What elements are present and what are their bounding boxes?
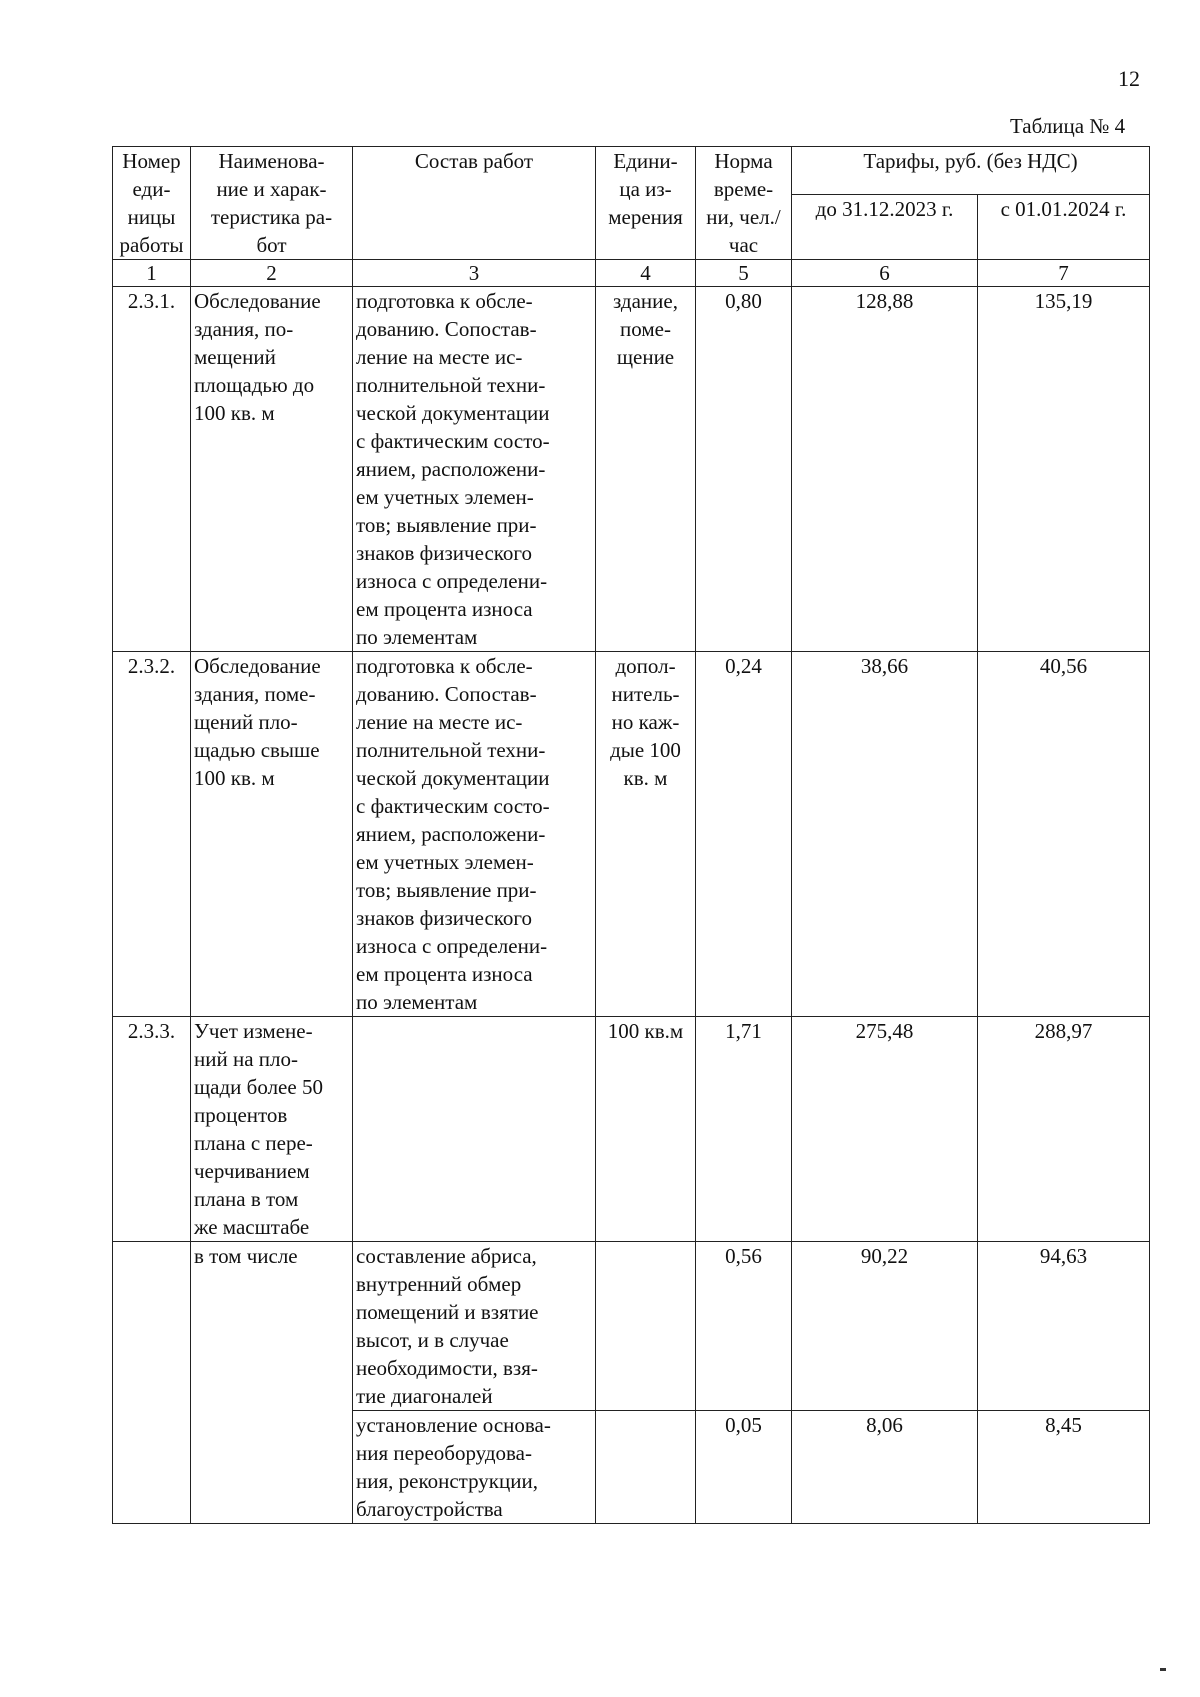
column-number: 3: [353, 260, 596, 287]
row-measure-unit: здание, поме- щение: [596, 287, 696, 652]
tariff-table: [112, 146, 1150, 1524]
row-work-composition: подготовка к обсле- дованию. Сопостав- ление на месте ис- полнительной техни- ческой документации с фактическим состо- янием, расположени- ем учетных элемен- тов; выявление при- знаков физического износа с определени- ем процента износа по элементам: [353, 652, 596, 1017]
column-number: 7: [978, 260, 1150, 287]
subrow-work-composition: составление абриса, внутренний обмер помещений и взятие высот, и в случае необходимости, взя- тие диагоналей: [353, 1242, 596, 1411]
header-unit-number: Номер еди- ницы работы: [113, 147, 191, 260]
row-tariff-before: 128,88: [792, 287, 978, 652]
header-measure-unit: Едини- ца из- мерения: [596, 147, 696, 260]
subrow-tariff-after: 8,45: [978, 1411, 1150, 1524]
row-time-norm: 1,71: [696, 1017, 792, 1242]
row-tariff-after: 288,97: [978, 1017, 1150, 1242]
row-work-name: Обследование здания, по- мещений площадью до 100 кв. м: [191, 287, 353, 652]
column-number: 5: [696, 260, 792, 287]
subrow-measure-unit: [596, 1411, 696, 1524]
row-tariff-after: 135,19: [978, 287, 1150, 652]
row-measure-unit: 100 кв.м: [596, 1017, 696, 1242]
row-tariff-before: 38,66: [792, 652, 978, 1017]
header-tariffs: Тарифы, руб. (без НДС): [792, 147, 1150, 195]
subrow-time-norm: 0,56: [696, 1242, 792, 1411]
header-tariff-after: с 01.01.2024 г.: [978, 194, 1150, 259]
row-number: 2.3.1.: [113, 287, 191, 652]
column-number: 2: [191, 260, 353, 287]
subrow-tariff-before: 90,22: [792, 1242, 978, 1411]
table-row: [113, 1017, 1150, 1242]
row-tariff-after: 40,56: [978, 652, 1150, 1017]
row-tariff-before: 275,48: [792, 1017, 978, 1242]
row-measure-unit: допол- нитель- но каж- дые 100 кв. м: [596, 652, 696, 1017]
subrow-label: в том числе: [191, 1242, 353, 1524]
row-time-norm: 0,80: [696, 287, 792, 652]
scan-mark: [1160, 1668, 1166, 1671]
subrow-work-composition: установление основа- ния переоборудова- ния, реконструкции, благоустройства: [353, 1411, 596, 1524]
table-row: [113, 287, 1150, 652]
column-number: 1: [113, 260, 191, 287]
table-subrow: [113, 1242, 1150, 1411]
header-work-name: Наименова- ние и харак- теристика ра- бот: [191, 147, 353, 260]
subrow-measure-unit: [596, 1242, 696, 1411]
row-work-composition: [353, 1017, 596, 1242]
header-time-norm: Норма време- ни, чел./ час: [696, 147, 792, 260]
header-tariff-before: до 31.12.2023 г.: [792, 194, 978, 259]
subrow-tariff-before: 8,06: [792, 1411, 978, 1524]
subrow-time-norm: 0,05: [696, 1411, 792, 1524]
header-row: [113, 147, 1150, 195]
row-time-norm: 0,24: [696, 652, 792, 1017]
row-number: 2.3.3.: [113, 1017, 191, 1242]
table-caption: Таблица № 4: [1010, 114, 1126, 138]
column-number: 4: [596, 260, 696, 287]
subrow-tariff-after: 94,63: [978, 1242, 1150, 1411]
page-number: 12: [1118, 66, 1140, 91]
row-number: 2.3.2.: [113, 652, 191, 1017]
table-row: [113, 652, 1150, 1017]
column-number: 6: [792, 260, 978, 287]
subrow-number-blank: [113, 1242, 191, 1524]
row-work-name: Учет измене- ний на пло- щади более 50 процентов плана с пере- черчиванием плана в том же масштабе: [191, 1017, 353, 1242]
column-number-row: [113, 260, 1150, 287]
row-work-composition: подготовка к обсле- дованию. Сопостав- ление на месте ис- полнительной техни- ческой документации с фактическим состо- янием, расположени- ем учетных элемен- тов; выявление при- знаков физического износа с определени- ем процента износа по элементам: [353, 287, 596, 652]
row-work-name: Обследование здания, поме- щений пло- щадью свыше 100 кв. м: [191, 652, 353, 1017]
header-work-composition: Состав работ: [353, 147, 596, 260]
